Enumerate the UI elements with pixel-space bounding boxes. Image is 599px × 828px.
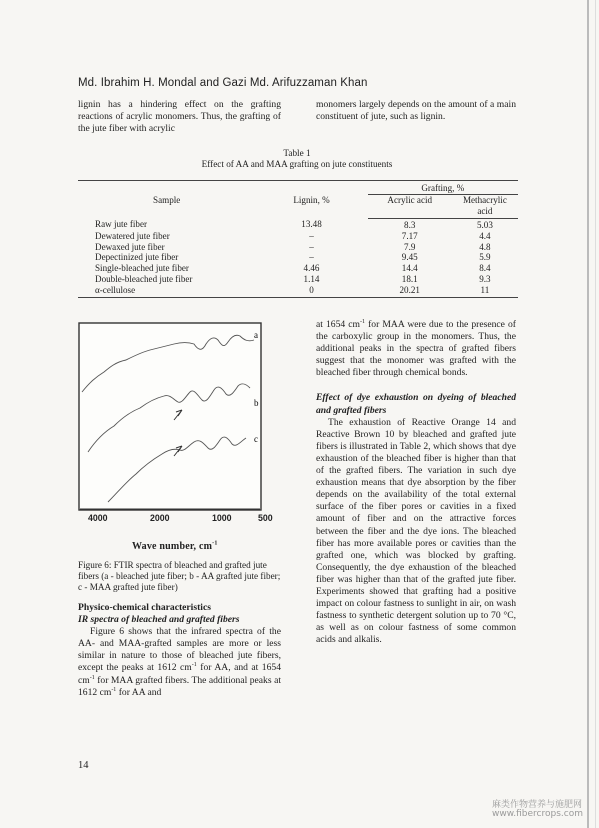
cell-sample: Dewatered jute fiber: [95, 230, 170, 241]
cell-lignin: –: [309, 241, 314, 252]
cell-maa: 5.03: [476, 219, 493, 230]
x-tick-500: 500: [258, 513, 273, 523]
left-column-body: [78, 602, 281, 699]
ftir-spectra-plot: [78, 322, 278, 512]
cell-aa: 7.17: [401, 230, 418, 241]
cell-lignin: –: [309, 230, 314, 241]
col-header-aa: Acrylic acid: [368, 194, 452, 218]
table-row: [78, 218, 518, 230]
figure-caption: Figure 6: FTIR spectra of bleached and grafted jute fibers (a - bleached jute fiber; b - AA grafted jute fiber; c - MAA grafted jute fiber): [78, 560, 281, 593]
cell-lignin: 1.14: [303, 274, 320, 285]
table-subtitle: Effect of AA and MAA grafting on jute constituents: [201, 159, 393, 169]
right-column-body: [316, 319, 516, 646]
table-title: Table 1: [283, 148, 311, 158]
col-header-sample: Sample: [78, 181, 255, 219]
plot-frame: [79, 323, 261, 510]
cell-sample: Depectinized jute fiber: [95, 252, 179, 263]
cell-aa: 8.3: [404, 219, 416, 230]
cell-lignin: 0: [255, 285, 367, 297]
cell-maa: 9.3: [479, 274, 491, 285]
table-row: [78, 274, 518, 285]
cell-sample: Double-bleached jute fiber: [95, 274, 193, 285]
subsection-heading-dye: Effect of dye exhaustion on dyeing of bleached and grafted fibers: [316, 392, 516, 416]
cell-maa: 8.4: [479, 263, 491, 274]
scan-edge-line-2: [595, 0, 596, 828]
ftir-figure: [78, 322, 278, 512]
cell-aa: 9.45: [401, 252, 418, 263]
x-tick-2000: 2000: [150, 513, 170, 523]
cell-aa: 18.1: [401, 274, 418, 285]
table-row: [78, 263, 518, 274]
col-header-grafting: Grafting, %: [368, 181, 518, 195]
table-row: [78, 285, 518, 297]
intro-right-column: [316, 99, 516, 123]
x-tick-1000: 1000: [212, 513, 232, 523]
cell-maa: 4.4: [479, 230, 491, 241]
intro-left-column: [78, 99, 281, 135]
table-body: [78, 218, 518, 297]
dye-paragraph: The exhaustion of Reactive Orange 14 and Reactive Brown 10 by bleached and grafted jute fibers is illustrated in Table 2, which shows that dye exhaustion of the bleached fiber is higher than that of the grafted fibers. The variation in such dye exhaustion means that dye absorption by the fiber depends on the availability of the total external surface of the fiber pores or cavities in a fixed amount of fiber and on the attractive forces between the fiber and the dye ions. The bleached fiber has more available pores or cavities than the grafted one, which was blocked by grafting. Consequently, the dye exhaustion of the bleached fiber was higher than that of the grafted jute fiber. Experiments showed that grafting had a positive impact on colour fastness to sunlight in air, on wash fastness to synthetic detergent solution up to 70 °C, as well as on colour fastness of some common acids and alkalis.: [316, 416, 516, 646]
col-header-maa: Methacrylic acid: [452, 194, 518, 218]
watermark-url: www.fibercrops.com: [492, 809, 583, 819]
cell-lignin: –: [309, 252, 314, 263]
cell-sample: Single-bleached jute fiber: [95, 263, 189, 274]
x-tick-4000: 4000: [88, 513, 108, 523]
cell-maa: 11: [452, 285, 518, 297]
ir-paragraph: Figure 6 shows that the infrared spectra of the AA- and MAA-grafted samples are more or less similar in nature to those of bleached jute fibers, except the peaks at 1612 $cm^{-1}$ for AA, and at 1654 $cm^{-1}$ for MAA grafted fibers. The additional peaks at 1612 $cm^{-1}$ for AA and: [78, 626, 281, 698]
grafting-table: [78, 180, 518, 298]
intro-left-text: lignin has a hindering effect on the grafting reactions of acrylic monomers. Thus, the grafting of the jute fiber with acrylic: [78, 99, 281, 135]
cell-maa: 4.8: [479, 241, 491, 252]
curve-label-a: a: [254, 330, 258, 340]
scan-edge-line: [587, 0, 589, 828]
cell-lignin: 13.48: [301, 219, 322, 230]
curve-label-c: c: [254, 434, 258, 444]
cell-maa: 5.9: [479, 252, 491, 263]
ir-paragraph-continued: at 1654 $cm^{-1}$ for MAA were due to the presence of the carboxylic group in the monomers. Thus, the additional peaks in the spectra of grafted fibers suggest that the monomer was grafted with the bleached fiber through chemical bonds.: [316, 318, 516, 379]
cell-sample: α-cellulose: [78, 285, 255, 297]
cell-aa: 14.4: [401, 263, 418, 274]
section-heading: Physico-chemical characteristics: [78, 602, 211, 613]
subsection-heading-ir: IR spectra of bleached and grafted fibers: [78, 614, 240, 626]
cell-lignin: 4.46: [303, 263, 320, 274]
watermark-chinese: 麻类作物营养与施肥网: [492, 800, 583, 810]
col-header-lignin: Lignin, %: [255, 181, 367, 219]
table-row: [78, 231, 518, 242]
page-number: 14: [78, 760, 89, 771]
curve-label-b: b: [254, 398, 259, 408]
cell-sample: Dewaxed jute fiber: [95, 241, 165, 252]
cell-aa: 7.9: [404, 241, 416, 252]
intro-right-text: monomers largely depends on the amount of a main constituent of jute, such as lignin.: [316, 99, 516, 123]
cell-aa: 20.21: [368, 285, 452, 297]
x-axis-label: Wave number, $cm^{-1}$: [132, 540, 218, 552]
cell-sample: Raw jute fiber: [95, 219, 148, 230]
table-row: [78, 242, 518, 253]
running-header: Md. Ibrahim H. Mondal and Gazi Md. Arifuzzaman Khan: [78, 77, 368, 89]
table-row: [78, 252, 518, 263]
